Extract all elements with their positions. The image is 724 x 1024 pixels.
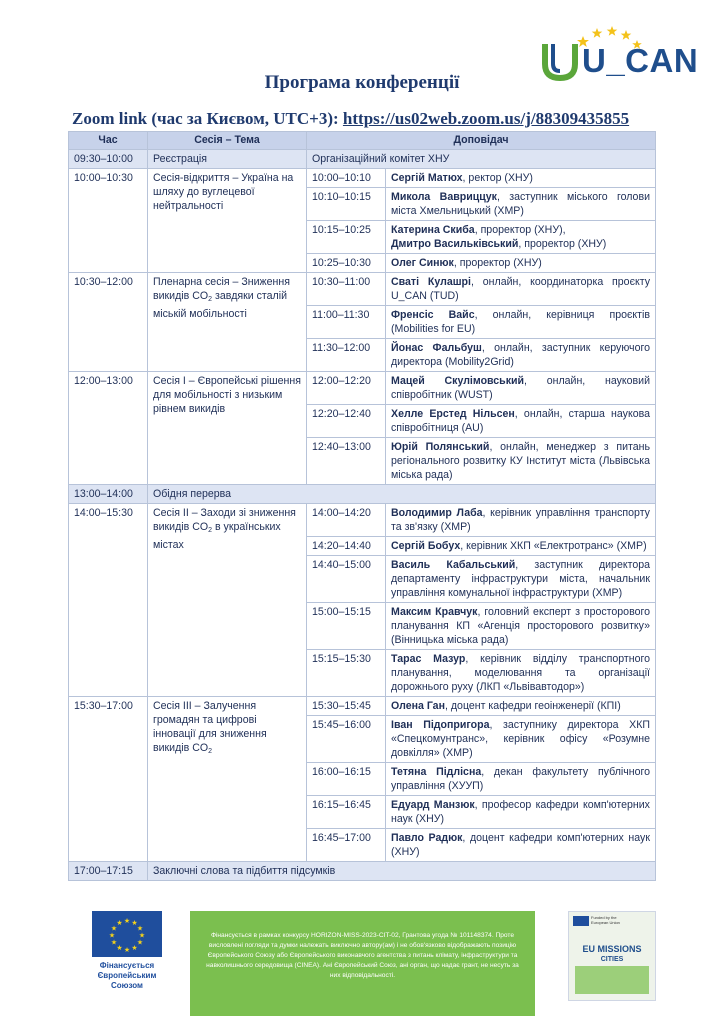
speaker-name: Юрій Полянський bbox=[391, 441, 490, 453]
speaker-name: Павло Радюк bbox=[391, 832, 463, 844]
row-session: Сесія III – Залучення громадян та цифрові інновації для зниження викидів $CO_2$ bbox=[148, 697, 307, 862]
speaker-role: , керівник відділу транспортного планування, моделювання та організації дорожнього руху (ЛКП «Львівавтодор») bbox=[391, 653, 650, 693]
speaker-name: Френсіс Вайс bbox=[391, 309, 475, 321]
table-row bbox=[69, 485, 656, 504]
header-speaker: Доповідач bbox=[307, 132, 656, 150]
speaker-role: , декан факультету публічного управління (ХУУП) bbox=[391, 766, 651, 792]
speaker-entry bbox=[386, 254, 656, 273]
svg-text:★: ★ bbox=[110, 924, 118, 933]
speaker-entry bbox=[386, 829, 656, 862]
eu-caption: Фінансується Європейським Союзом bbox=[97, 961, 157, 990]
table-row bbox=[69, 504, 656, 537]
speaker-name: Хелле Ерстед Нільсен bbox=[391, 408, 515, 420]
speaker-name: Мацей Скулімовський bbox=[391, 375, 525, 387]
speaker-time: 10:25–10:30 bbox=[307, 254, 386, 273]
zoom-line bbox=[72, 109, 629, 129]
speaker-name: Сергій Матюх bbox=[391, 172, 463, 184]
speaker-time: 16:00–16:15 bbox=[307, 763, 386, 796]
speaker-name: Володимир Лаба bbox=[391, 507, 483, 519]
speaker-time: 11:30–12:00 bbox=[307, 339, 386, 372]
speaker-time: 12:20–12:40 bbox=[307, 405, 386, 438]
speaker-name: Максим Кравчук bbox=[391, 606, 478, 618]
speaker-name: Сергій Бобух bbox=[391, 540, 461, 552]
row-time: 09:30–10:00 bbox=[69, 150, 148, 169]
speaker-entry bbox=[386, 603, 656, 650]
svg-text:★: ★ bbox=[131, 944, 138, 952]
missions-subtitle: CITIES bbox=[600, 956, 624, 963]
table-row bbox=[69, 273, 656, 306]
speaker-time: 16:45–17:00 bbox=[307, 829, 386, 862]
speaker-role: , онлайн, керівниця проєктів (Mobilities for EU) bbox=[391, 309, 651, 335]
table-header-row bbox=[69, 132, 656, 150]
table-row bbox=[69, 697, 656, 716]
speaker-entry bbox=[386, 169, 656, 188]
speaker-entry bbox=[386, 763, 656, 796]
speaker-time: 10:10–10:15 bbox=[307, 188, 386, 221]
missions-small-text: Funded by the European Union bbox=[591, 915, 620, 925]
speaker-name: Едуард Манзюк bbox=[391, 799, 475, 811]
speaker-time: 10:00–10:10 bbox=[307, 169, 386, 188]
speaker-role: , доцент кафедри комп'ютерних наук (ХНУ) bbox=[391, 832, 650, 858]
missions-title: EU MISSIONS bbox=[582, 944, 642, 954]
footer bbox=[0, 911, 724, 1024]
row-session: Сесія-відкриття – Україна на шляху до вуглецевої нейтральності bbox=[148, 169, 307, 273]
speaker-entry bbox=[386, 372, 656, 405]
speaker-role: , заступнику директора ХКП «Спецкомунтранс», керівник офісу «Розумне довкілля» (ХМР) bbox=[391, 719, 650, 759]
speaker-role: , проректор (ХНУ) bbox=[518, 238, 607, 250]
speaker-name: Дмитро Васильківський bbox=[391, 238, 519, 250]
speaker-name: Катерина Скиба bbox=[391, 224, 475, 236]
row-session: Сесія I – Європейські рішення для мобільності з низьким рівнем викидів bbox=[148, 372, 307, 485]
speaker-entry bbox=[386, 697, 656, 716]
row-time: 15:30–17:00 bbox=[69, 697, 148, 862]
speaker-name: Іван Підопригора bbox=[391, 719, 490, 731]
svg-text:★: ★ bbox=[131, 919, 138, 927]
speaker-entry bbox=[386, 537, 656, 556]
row-time: 17:00–17:15 bbox=[69, 862, 148, 881]
svg-text:★: ★ bbox=[108, 931, 116, 940]
speaker-time: 14:40–15:00 bbox=[307, 556, 386, 603]
row-session: Заключні слова та підбиття підсумків bbox=[148, 862, 656, 881]
speaker-role: , ректор (ХНУ) bbox=[462, 172, 533, 184]
table-row bbox=[69, 372, 656, 405]
row-session: Пленарна сесія – Зниження викидів $CO_2$ завдяки сталій міській мобільності bbox=[148, 273, 307, 372]
speaker-role: , онлайн, координаторка проєкту U_CAN (TUD) bbox=[391, 276, 650, 302]
svg-text:★: ★ bbox=[116, 919, 123, 927]
speaker-name: Олег Синюк bbox=[391, 257, 454, 269]
svg-text:★: ★ bbox=[116, 944, 123, 952]
speaker-entry bbox=[386, 504, 656, 537]
speaker-role: , доцент кафедри геоінженерії (КПІ) bbox=[444, 700, 621, 712]
speaker-name: Василь Кабальський bbox=[391, 559, 516, 571]
row-speaker: Організаційний комітет ХНУ bbox=[307, 150, 656, 169]
svg-text:★: ★ bbox=[136, 924, 144, 933]
eu-flag-icon bbox=[92, 911, 162, 957]
speaker-entry bbox=[386, 339, 656, 372]
eu-missions-badge bbox=[568, 911, 656, 1001]
svg-text:★: ★ bbox=[136, 938, 144, 947]
svg-text:★: ★ bbox=[123, 917, 131, 925]
speaker-name: Олена Ган bbox=[391, 700, 445, 712]
table-row bbox=[69, 150, 656, 169]
speaker-time: 14:20–14:40 bbox=[307, 537, 386, 556]
row-time: 12:00–13:00 bbox=[69, 372, 148, 485]
speaker-role: , головний експерт з просторового планування КП «Агенція просторового розвитку» (Вінницька міська рада) bbox=[391, 606, 650, 646]
zoom-link[interactable]: https://us02web.zoom.us/j/88309435855 bbox=[342, 109, 630, 128]
speaker-role: , онлайн, менеджер з питань регіонального розвитку КУ Інститут міста (Львівська міська рада) bbox=[391, 441, 650, 481]
row-time: 10:30–12:00 bbox=[69, 273, 148, 372]
table-row bbox=[69, 169, 656, 188]
funding-disclaimer: Фінансується в рамках конкурсу HORIZON-MISS-2023-CIT-02, Грантова угода № 101148374. Проте висловлені погляди та думки належать виключно автору(ам) і не обов'язково відображають позицію Європейського Союзу або Європейського виконавчого агентства з питань клімату, інфраструктури та навколишнього середовища (CINEA). Ані Європейський Союз, ані орган, що надає грант, не несуть за них відповідальності. bbox=[190, 911, 535, 1016]
speaker-time: 11:00–11:30 bbox=[307, 306, 386, 339]
speaker-role: , керівник управління транспорту та зв'язку (ХМР) bbox=[391, 507, 650, 533]
row-session: Сесія II – Заходи зі зниження викидів $CO_2$ в українських містах bbox=[148, 504, 307, 697]
speaker-name: Тетяна Підлісна bbox=[391, 766, 482, 778]
speaker-name: Микола Вавриццук bbox=[391, 191, 497, 203]
city-skyline-icon bbox=[575, 966, 649, 994]
svg-text:★: ★ bbox=[110, 938, 118, 947]
speaker-time: 15:30–15:45 bbox=[307, 697, 386, 716]
speaker-time: 16:15–16:45 bbox=[307, 796, 386, 829]
header-session: Сесія – Тема bbox=[148, 132, 307, 150]
zoom-label: Zoom link (час за Києвом, UTC+3): bbox=[72, 109, 339, 128]
speaker-role: , професор кафедри комп'ютерних наук (ХНУ) bbox=[391, 799, 650, 825]
row-session: Реєстрація bbox=[148, 150, 307, 169]
speaker-entry bbox=[386, 221, 656, 254]
eu-mini-flag-icon bbox=[573, 916, 589, 926]
speaker-role: , онлайн, старша наукова співробітниця (AU) bbox=[391, 408, 650, 434]
speaker-time: 15:15–15:30 bbox=[307, 650, 386, 697]
speaker-entry bbox=[386, 188, 656, 221]
svg-text:★: ★ bbox=[123, 946, 131, 954]
speaker-entry bbox=[386, 796, 656, 829]
eu-funding-badge bbox=[82, 911, 172, 991]
speaker-entry bbox=[386, 556, 656, 603]
speaker-entry bbox=[386, 306, 656, 339]
speaker-time: 15:00–15:15 bbox=[307, 603, 386, 650]
speaker-role: , заступник директора департаменту інфраструктури міста, начальник управління комунальної інфраструктури (ХМР) bbox=[391, 559, 651, 599]
speaker-entry bbox=[386, 716, 656, 763]
page-title: Програма конференції bbox=[264, 72, 460, 93]
row-time: 10:00–10:30 bbox=[69, 169, 148, 273]
table-row bbox=[69, 862, 656, 881]
speaker-role: , заступник міського голови міста Хмельницький (ХМР) bbox=[391, 191, 650, 217]
speaker-name: Сваті Кулашрі bbox=[391, 276, 471, 288]
speaker-role: , онлайн, науковий співробітник (WUST) bbox=[391, 375, 650, 401]
speaker-time: 10:30–11:00 bbox=[307, 273, 386, 306]
speaker-role: , проректор (ХНУ) bbox=[453, 257, 542, 269]
speaker-time: 15:45–16:00 bbox=[307, 716, 386, 763]
logo-wordmark: U_CAN bbox=[582, 42, 699, 79]
row-time: 13:00–14:00 bbox=[69, 485, 148, 504]
speaker-time: 12:00–12:20 bbox=[307, 372, 386, 405]
speaker-entry bbox=[386, 650, 656, 697]
speaker-entry bbox=[386, 438, 656, 485]
row-time: 14:00–15:30 bbox=[69, 504, 148, 697]
speaker-role: , проректор (ХНУ), bbox=[474, 224, 566, 236]
speaker-name: Тарас Мазур bbox=[391, 653, 466, 665]
speaker-time: 12:40–13:00 bbox=[307, 438, 386, 485]
speaker-name: Йонас Фальбуш bbox=[391, 342, 482, 354]
speaker-entry bbox=[386, 405, 656, 438]
speaker-time: 10:15–10:25 bbox=[307, 221, 386, 254]
program-table bbox=[68, 131, 656, 881]
speaker-time: 14:00–14:20 bbox=[307, 504, 386, 537]
speaker-role: , керівник ХКП «Електротранс» (ХМР) bbox=[460, 540, 647, 552]
row-session: Обідня перерва bbox=[148, 485, 656, 504]
speaker-role: , онлайн, заступник керуючого директора (Mobility2Grid) bbox=[391, 342, 650, 368]
svg-text:★: ★ bbox=[138, 931, 146, 940]
speaker-entry bbox=[386, 273, 656, 306]
header-time: Час bbox=[69, 132, 148, 150]
